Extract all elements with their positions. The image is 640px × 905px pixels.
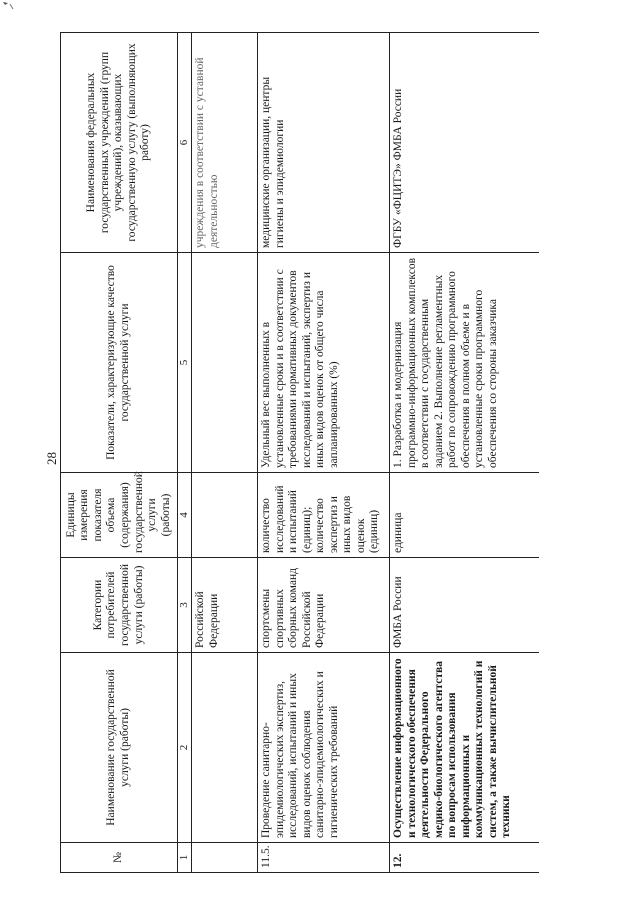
- header-institutions: Наименования федеральных государственных учреждений (групп учреждений), оказывающих государственную услугу (выполняющих работу): [61, 33, 178, 253]
- institutions: ФГБУ «ФЦИТЭ» ФМБА России: [389, 33, 539, 253]
- header-consumers: Категории потребителей государственной услуги (работы): [61, 558, 178, 653]
- row-number: 11.5.: [257, 843, 389, 873]
- service-name: Проведение санитарно-эпидемиологических экспертиз, исследований, испытаний и иных видов оценок соблюдения санитарно-эпидемиологических и гигиенических требований: [257, 653, 389, 843]
- table-row: [191, 33, 257, 873]
- consumers: спортсмены спортивных сборных команд Российской Федерации: [257, 558, 389, 653]
- consumers: ФМБА России: [389, 558, 539, 653]
- institutions: медицинские организации, центры гигиены и эпидемиологии: [257, 33, 389, 253]
- table-row: [257, 33, 389, 873]
- header-service-name: Наименование государственной услуги (работы): [61, 653, 178, 843]
- header-quality: Показатели, характеризующие качество государственной услуги: [61, 253, 178, 473]
- column-number: 6: [178, 33, 192, 253]
- column-number: 4: [178, 473, 192, 558]
- column-number: 1: [178, 843, 192, 873]
- column-number: 2: [178, 653, 192, 843]
- table-row: [389, 33, 539, 873]
- header-units: Единицы измерения показателя объема (содержания) государственной услуги (работы): [61, 473, 178, 558]
- units: количество исследований и испытаний (единиц); количество экспертиз и иных видов оценок (единиц): [257, 473, 389, 558]
- quality-indicators: Удельный вес выполненных в установленные сроки и в соответствии с требованиями нормативных документов исследований и испытаний, экспертиз и иных видов оценок от общего числа запланированных (%): [257, 253, 389, 473]
- column-number: 5: [178, 253, 192, 473]
- column-number-row: [178, 33, 192, 873]
- units: единица: [389, 473, 539, 558]
- quality-indicators: 1. Разработка и модернизация программно-информационных комплексов в соответствии с государственным заданием 2. Выполнение регламентных работ по сопровождению программного обеспечения в полном объеме и в установленные сроки программного обеспечения со стороны заказчика: [389, 253, 539, 473]
- consumers: Российской Федерации: [191, 558, 257, 653]
- row-number: 12.: [389, 843, 539, 873]
- header-row: [61, 33, 178, 873]
- service-name: Осуществление информационного и технологического обеспечения деятельности Федерального медико-биологического агентства по вопросам использования информационных и коммуникационных технологий и систем, а также вычислительной техники: [389, 653, 539, 843]
- header-number: №: [61, 843, 178, 873]
- quality-indicators: [191, 253, 257, 473]
- row-number: [191, 843, 257, 873]
- column-number: 3: [178, 558, 192, 653]
- service-name: [191, 653, 257, 843]
- institutions: учреждения в соответствии с уставной деятельностью: [191, 33, 257, 253]
- services-table: [60, 32, 539, 873]
- units: [191, 473, 257, 558]
- page-number: 28: [44, 452, 59, 465]
